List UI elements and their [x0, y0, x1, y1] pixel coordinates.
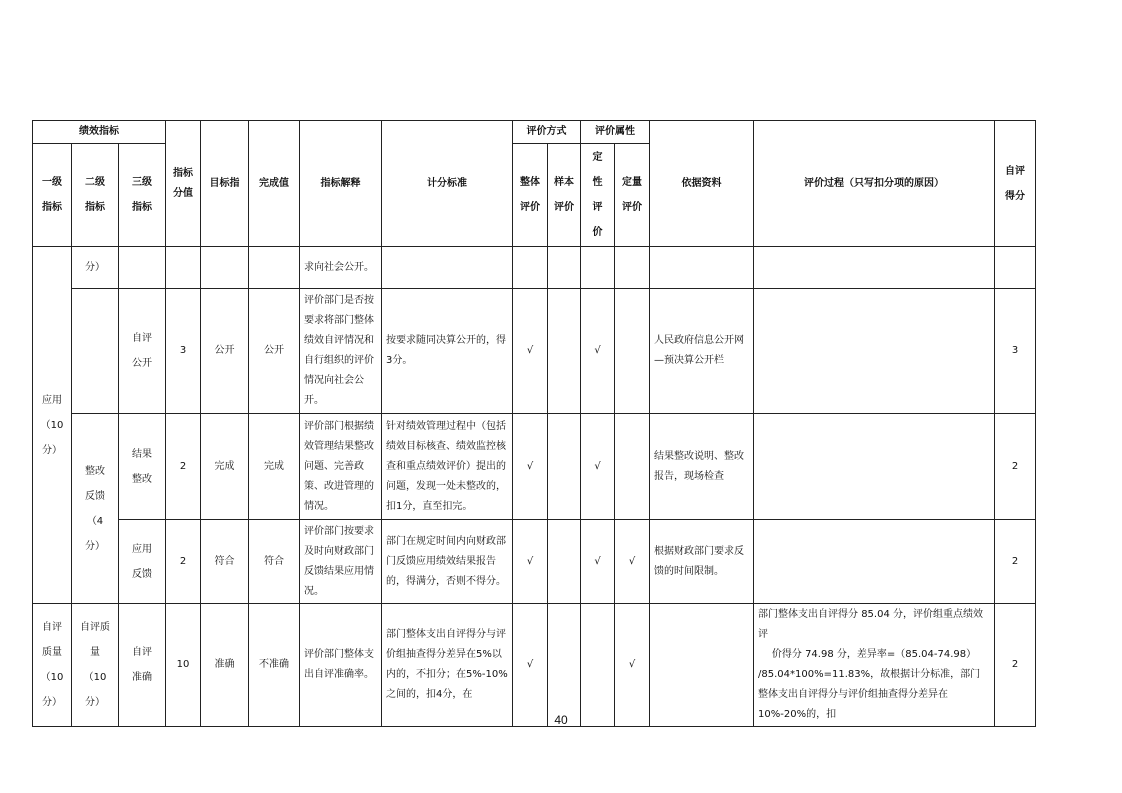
cell-basis: 人民政府信息公开网—预决算公开栏 [650, 289, 754, 414]
table-row [33, 520, 1036, 604]
cell-sample [548, 520, 581, 604]
header-explanation: 指标解释 [300, 121, 382, 247]
cell-quant: √ [615, 520, 650, 604]
header-standard: 计分标准 [382, 121, 513, 247]
process-line-1: 部门整体支出自评得分 85.04 分，评价组重点绩效评 [758, 609, 984, 640]
cell-whole: √ [513, 289, 548, 414]
cell-standard: 按要求随同决算公开的，得3分。 [382, 289, 513, 414]
cell-level3: 结果整改 [119, 414, 166, 520]
header-self-score: 自评得分 [995, 121, 1036, 247]
cell-explanation: 求向社会公开。 [300, 247, 382, 289]
cell-whole [513, 247, 548, 289]
performance-evaluation-table [32, 120, 1036, 727]
cell-completion: 完成 [249, 414, 300, 520]
cell-level3: 应用反馈 [119, 520, 166, 604]
cell-level1: 应用（10分） [33, 247, 72, 604]
process-line-3: /85.04*100%=11.83%，故根据计分标准，部门整体支出自评得分与评价组抽查得分差异在 10%-20%的，扣 [758, 669, 981, 720]
cell-target [201, 247, 249, 289]
cell-score: 2 [166, 520, 201, 604]
cell-basis: 根据财政部门要求反馈的时间限制。 [650, 520, 754, 604]
header-row-1 [33, 121, 1036, 144]
cell-quant [615, 247, 650, 289]
cell-self-score: 2 [995, 414, 1036, 520]
cell-score: 2 [166, 414, 201, 520]
cell-quant [615, 289, 650, 414]
cell-process [754, 520, 995, 604]
cell-level2: 分） [72, 247, 119, 289]
cell-whole: √ [513, 520, 548, 604]
header-group-indicators: 绩效指标 [33, 121, 166, 144]
table-row [33, 247, 1036, 289]
cell-standard: 部门在规定时间内向财政部门反馈应用绩效结果报告的，得满分，否则不得分。 [382, 520, 513, 604]
cell-quant: √ [615, 604, 650, 727]
cell-level3: 自评准确 [119, 604, 166, 727]
header-process: 评价过程（只写扣分项的原因） [754, 121, 995, 247]
cell-sample [548, 604, 581, 727]
cell-qual [581, 247, 615, 289]
cell-target: 公开 [201, 289, 249, 414]
cell-completion: 公开 [249, 289, 300, 414]
cell-level2 [72, 289, 119, 414]
cell-process [754, 247, 995, 289]
cell-explanation: 评价部门整体支出自评准确率。 [300, 604, 382, 727]
header-target: 目标指 [201, 121, 249, 247]
page-number: 40 [554, 713, 568, 727]
header-method-whole: 整体评价 [513, 144, 548, 247]
cell-score [166, 247, 201, 289]
header-group-method: 评价方式 [513, 121, 581, 144]
cell-explanation: 评价部门是否按要求将部门整体绩效自评情况和自行组织的评价情况向社会公开。 [300, 289, 382, 414]
cell-target: 准确 [201, 604, 249, 727]
header-level1: 一级指标 [33, 144, 72, 247]
cell-sample [548, 414, 581, 520]
cell-whole: √ [513, 414, 548, 520]
header-group-attr: 评价属性 [581, 121, 650, 144]
cell-level2: 自评质量（10分） [72, 604, 119, 727]
cell-standard: 部门整体支出自评得分与评价组抽查得分差异在5%以内的，不扣分；在5%-10%之间的，扣4分，在 [382, 604, 513, 727]
cell-target: 完成 [201, 414, 249, 520]
header-level3: 三级指标 [119, 144, 166, 247]
header-method-sample: 样本评价 [548, 144, 581, 247]
header-attr-qual: 定性评价 [581, 144, 615, 247]
cell-completion [249, 247, 300, 289]
cell-whole: √ [513, 604, 548, 727]
cell-completion: 不准确 [249, 604, 300, 727]
table-row [33, 414, 1036, 520]
cell-self-score: 3 [995, 289, 1036, 414]
header-level2: 二级指标 [72, 144, 119, 247]
cell-qual: √ [581, 414, 615, 520]
cell-basis: 结果整改说明、整改报告，现场检查 [650, 414, 754, 520]
cell-completion: 符合 [249, 520, 300, 604]
cell-explanation: 评价部门按要求及时向财政部门反馈结果应用情况。 [300, 520, 382, 604]
cell-self-score: 2 [995, 604, 1036, 727]
cell-standard: 针对绩效管理过程中（包括绩效目标核查、绩效监控核查和重点绩效评价）提出的问题，发现一处未整改的，扣1分，直至扣完。 [382, 414, 513, 520]
cell-qual: √ [581, 520, 615, 604]
process-line-2: 价得分 74.98 分，差异率=（85.04-74.98） [771, 649, 977, 660]
cell-quant [615, 414, 650, 520]
cell-standard [382, 247, 513, 289]
cell-explanation: 评价部门根据绩效管理结果整改问题、完善政策、改进管理的情况。 [300, 414, 382, 520]
header-basis: 依据资料 [650, 121, 754, 247]
table-row [33, 289, 1036, 414]
cell-process [754, 289, 995, 414]
cell-basis [650, 604, 754, 727]
cell-target: 符合 [201, 520, 249, 604]
cell-score: 10 [166, 604, 201, 727]
header-score-value: 指标分值 [166, 121, 201, 247]
cell-level3 [119, 247, 166, 289]
cell-level1: 自评质量（10分） [33, 604, 72, 727]
header-completion: 完成值 [249, 121, 300, 247]
header-attr-quant: 定量评价 [615, 144, 650, 247]
cell-process [754, 414, 995, 520]
cell-self-score [995, 247, 1036, 289]
cell-qual [581, 604, 615, 727]
cell-process [754, 604, 995, 727]
cell-sample [548, 289, 581, 414]
cell-qual: √ [581, 289, 615, 414]
cell-sample [548, 247, 581, 289]
table-row [33, 604, 1036, 727]
cell-basis [650, 247, 754, 289]
cell-score: 3 [166, 289, 201, 414]
cell-level3: 自评公开 [119, 289, 166, 414]
cell-self-score: 2 [995, 520, 1036, 604]
cell-level2: 整改反馈（4分） [72, 414, 119, 604]
